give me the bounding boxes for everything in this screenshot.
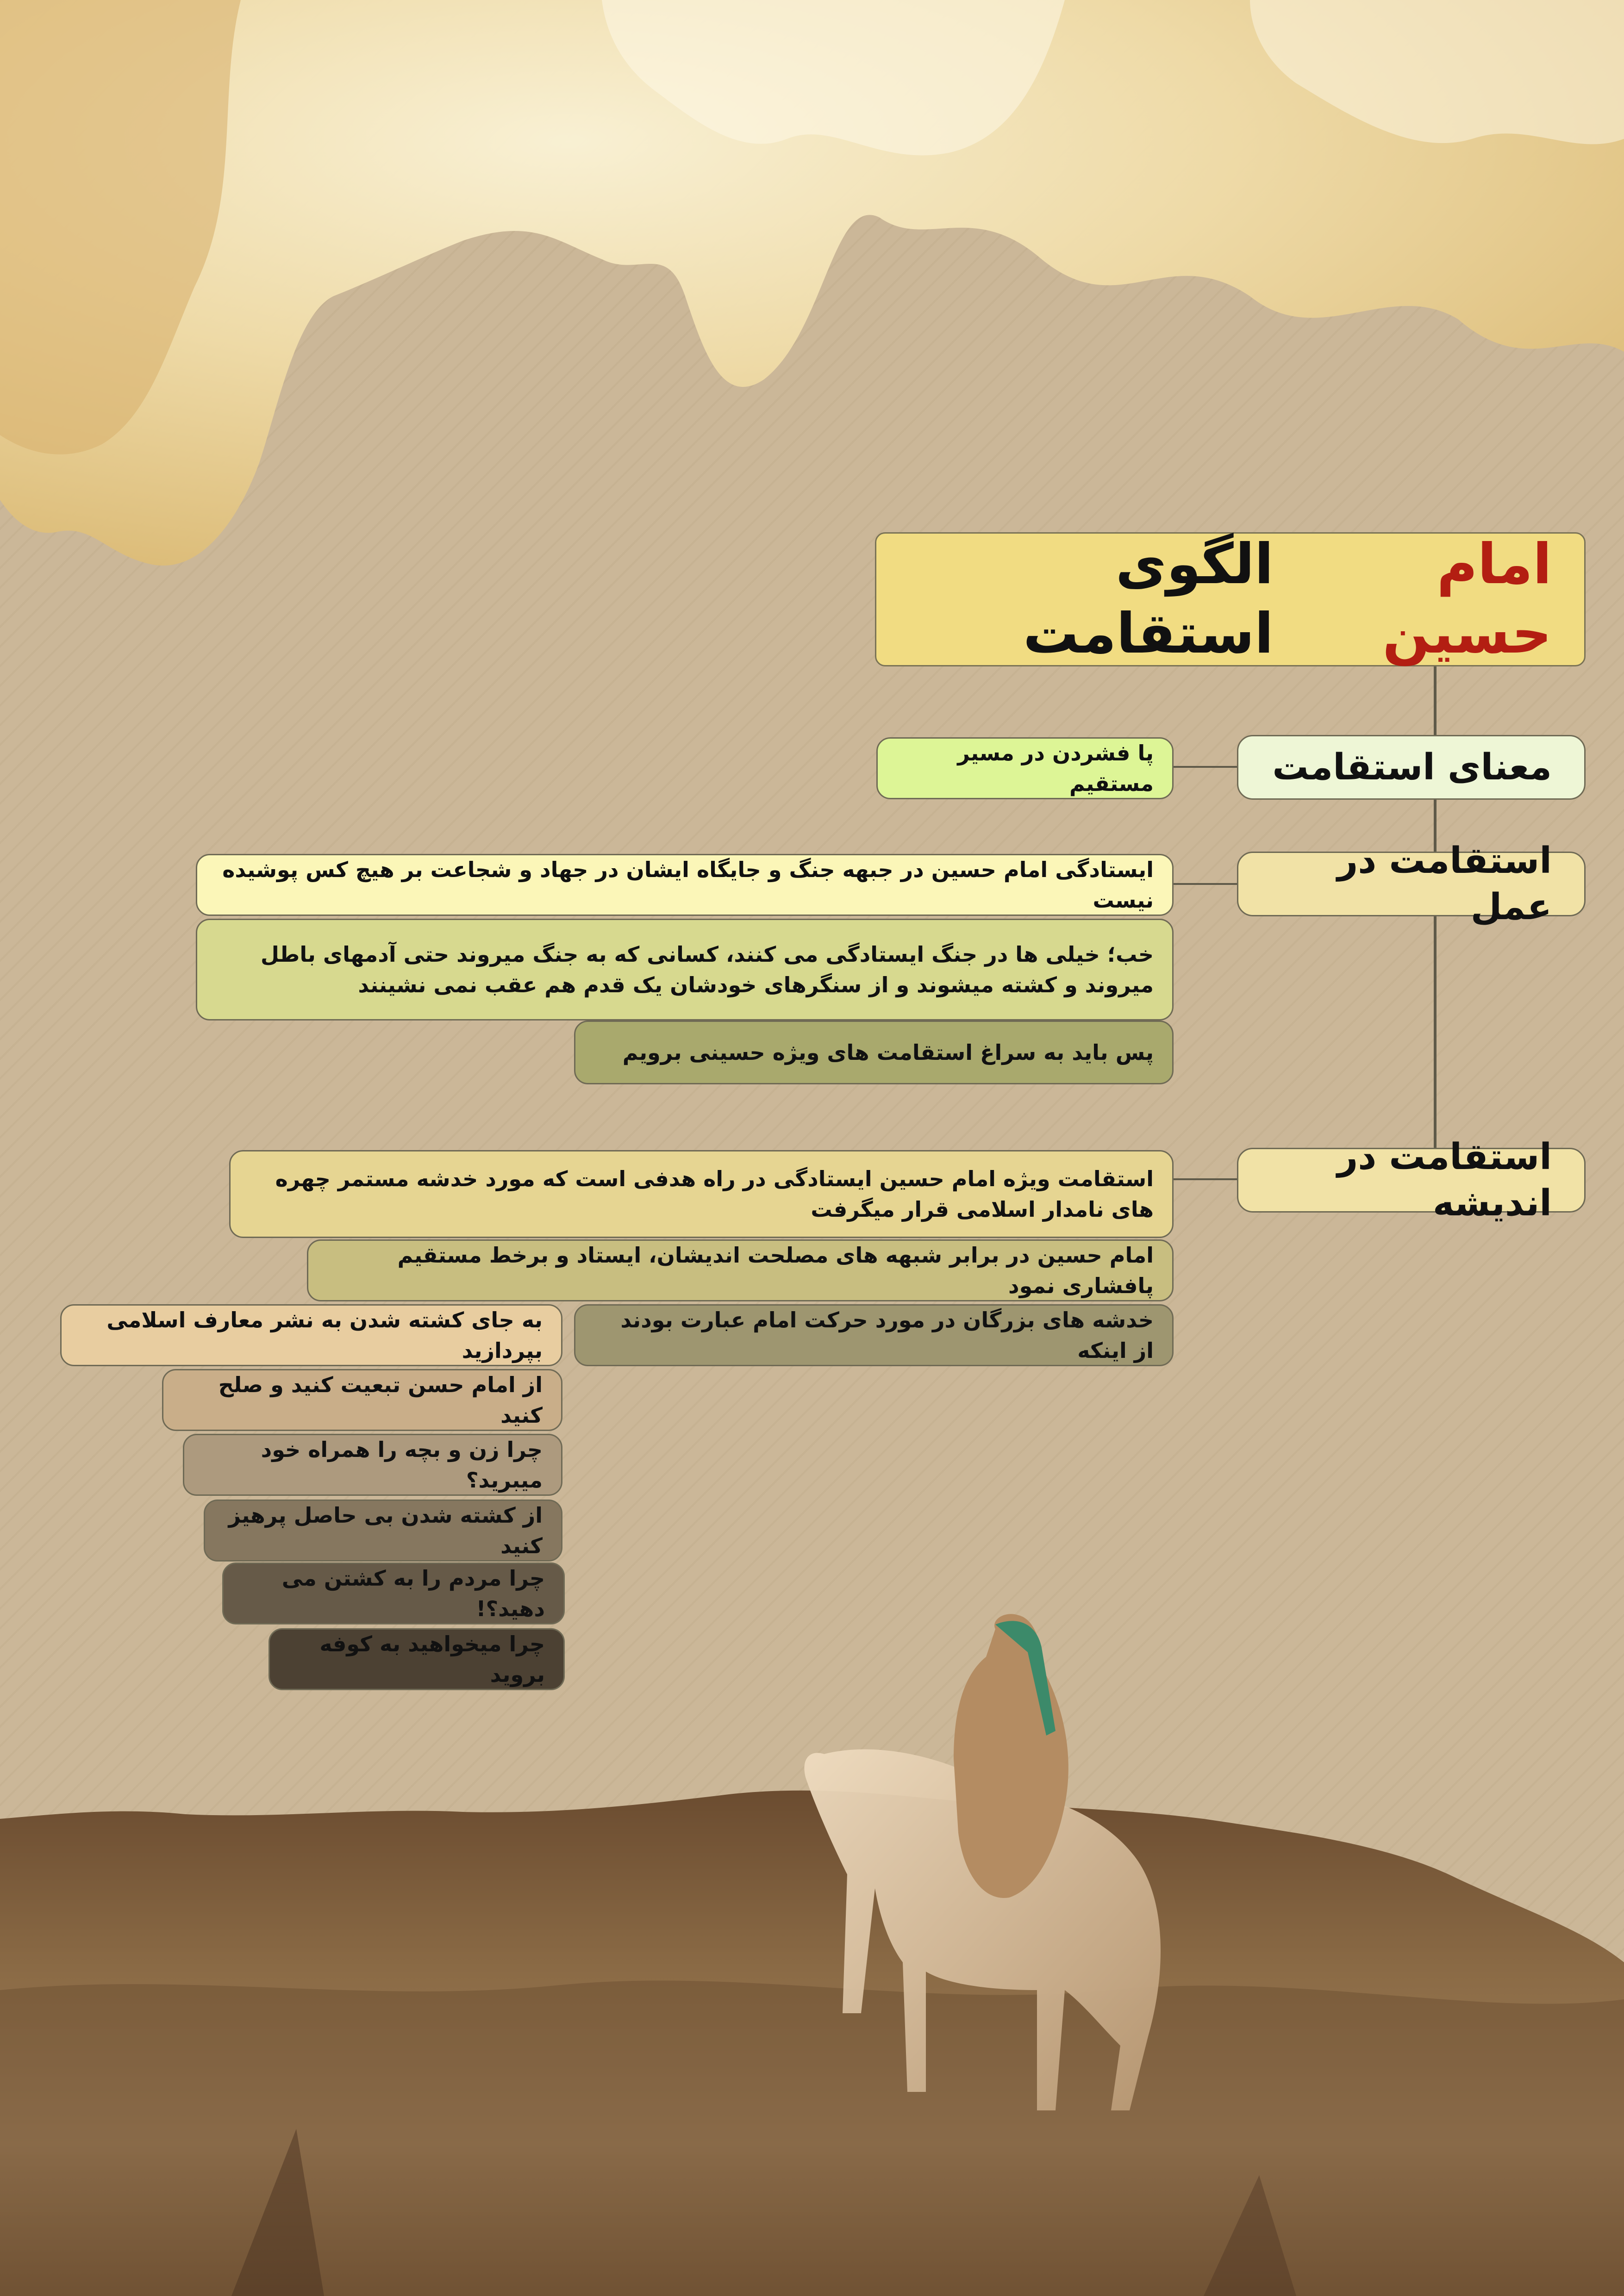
- leaf-action-2: خب؛ خیلی ها در جنگ ایستادگی می کنند، کسانی که به جنگ میروند حتی آدمهای باطل میروند و کشته میشوند و از سنگرهای خودشان یک قدم هم عقب نمی نشینند: [196, 919, 1174, 1020]
- heading-meaning: معنای استقامت: [1237, 735, 1586, 800]
- objection-6: چرا میخواهید به کوفه بروید: [269, 1628, 565, 1690]
- heading-action: استقامت در عمل: [1237, 852, 1586, 916]
- connector-action: [1174, 883, 1238, 885]
- leaf-thought-3: خدشه های بزرگان در مورد حرکت امام عبارت بودند از اینکه: [574, 1304, 1174, 1366]
- leaf-meaning: پا فشردن در مسیر مستقیم: [876, 737, 1174, 799]
- objection-3: چرا زن و بچه را همراه خود میبرید؟: [183, 1434, 562, 1496]
- leaf-thought-1: استقامت ویژه امام حسین ایستادگی در راه هدفی است که مورد خدشه مستمر چهره های نامدار اسلامی قرار میگرفت: [229, 1150, 1174, 1238]
- connector-thought: [1174, 1178, 1238, 1180]
- objection-4: از کشته شدن بی حاصل پرهیز کنید: [204, 1500, 562, 1562]
- connector-meaning: [1174, 766, 1238, 768]
- objection-5: چرا مردم را به کشتن می دهید؟!: [222, 1562, 565, 1624]
- page-title: [875, 532, 1586, 666]
- heading-thought: استقامت در اندیشه: [1237, 1148, 1586, 1213]
- leaf-action-1: ایستادگی امام حسین در جبهه جنگ و جایگاه ایشان در جهاد و شجاعت بر هیچ کس پوشیده نیست: [196, 854, 1174, 916]
- title-accent: امام حسین: [1382, 532, 1552, 666]
- objection-2: از امام حسن تبعیت کنید و صلح کنید: [162, 1369, 562, 1431]
- leaf-action-3: پس باید به سراغ استقامت های ویژه حسینی برویم: [574, 1020, 1174, 1084]
- objection-1: به جای کشته شدن به نشر معارف اسلامی بپردازید: [60, 1304, 562, 1366]
- title-rest: الگوی استقامت: [1023, 532, 1274, 666]
- leaf-thought-2: امام حسین در برابر شبهه های مصلحت اندیشان، ایستاد و برخط مستقیم پافشاری نمود: [307, 1239, 1174, 1301]
